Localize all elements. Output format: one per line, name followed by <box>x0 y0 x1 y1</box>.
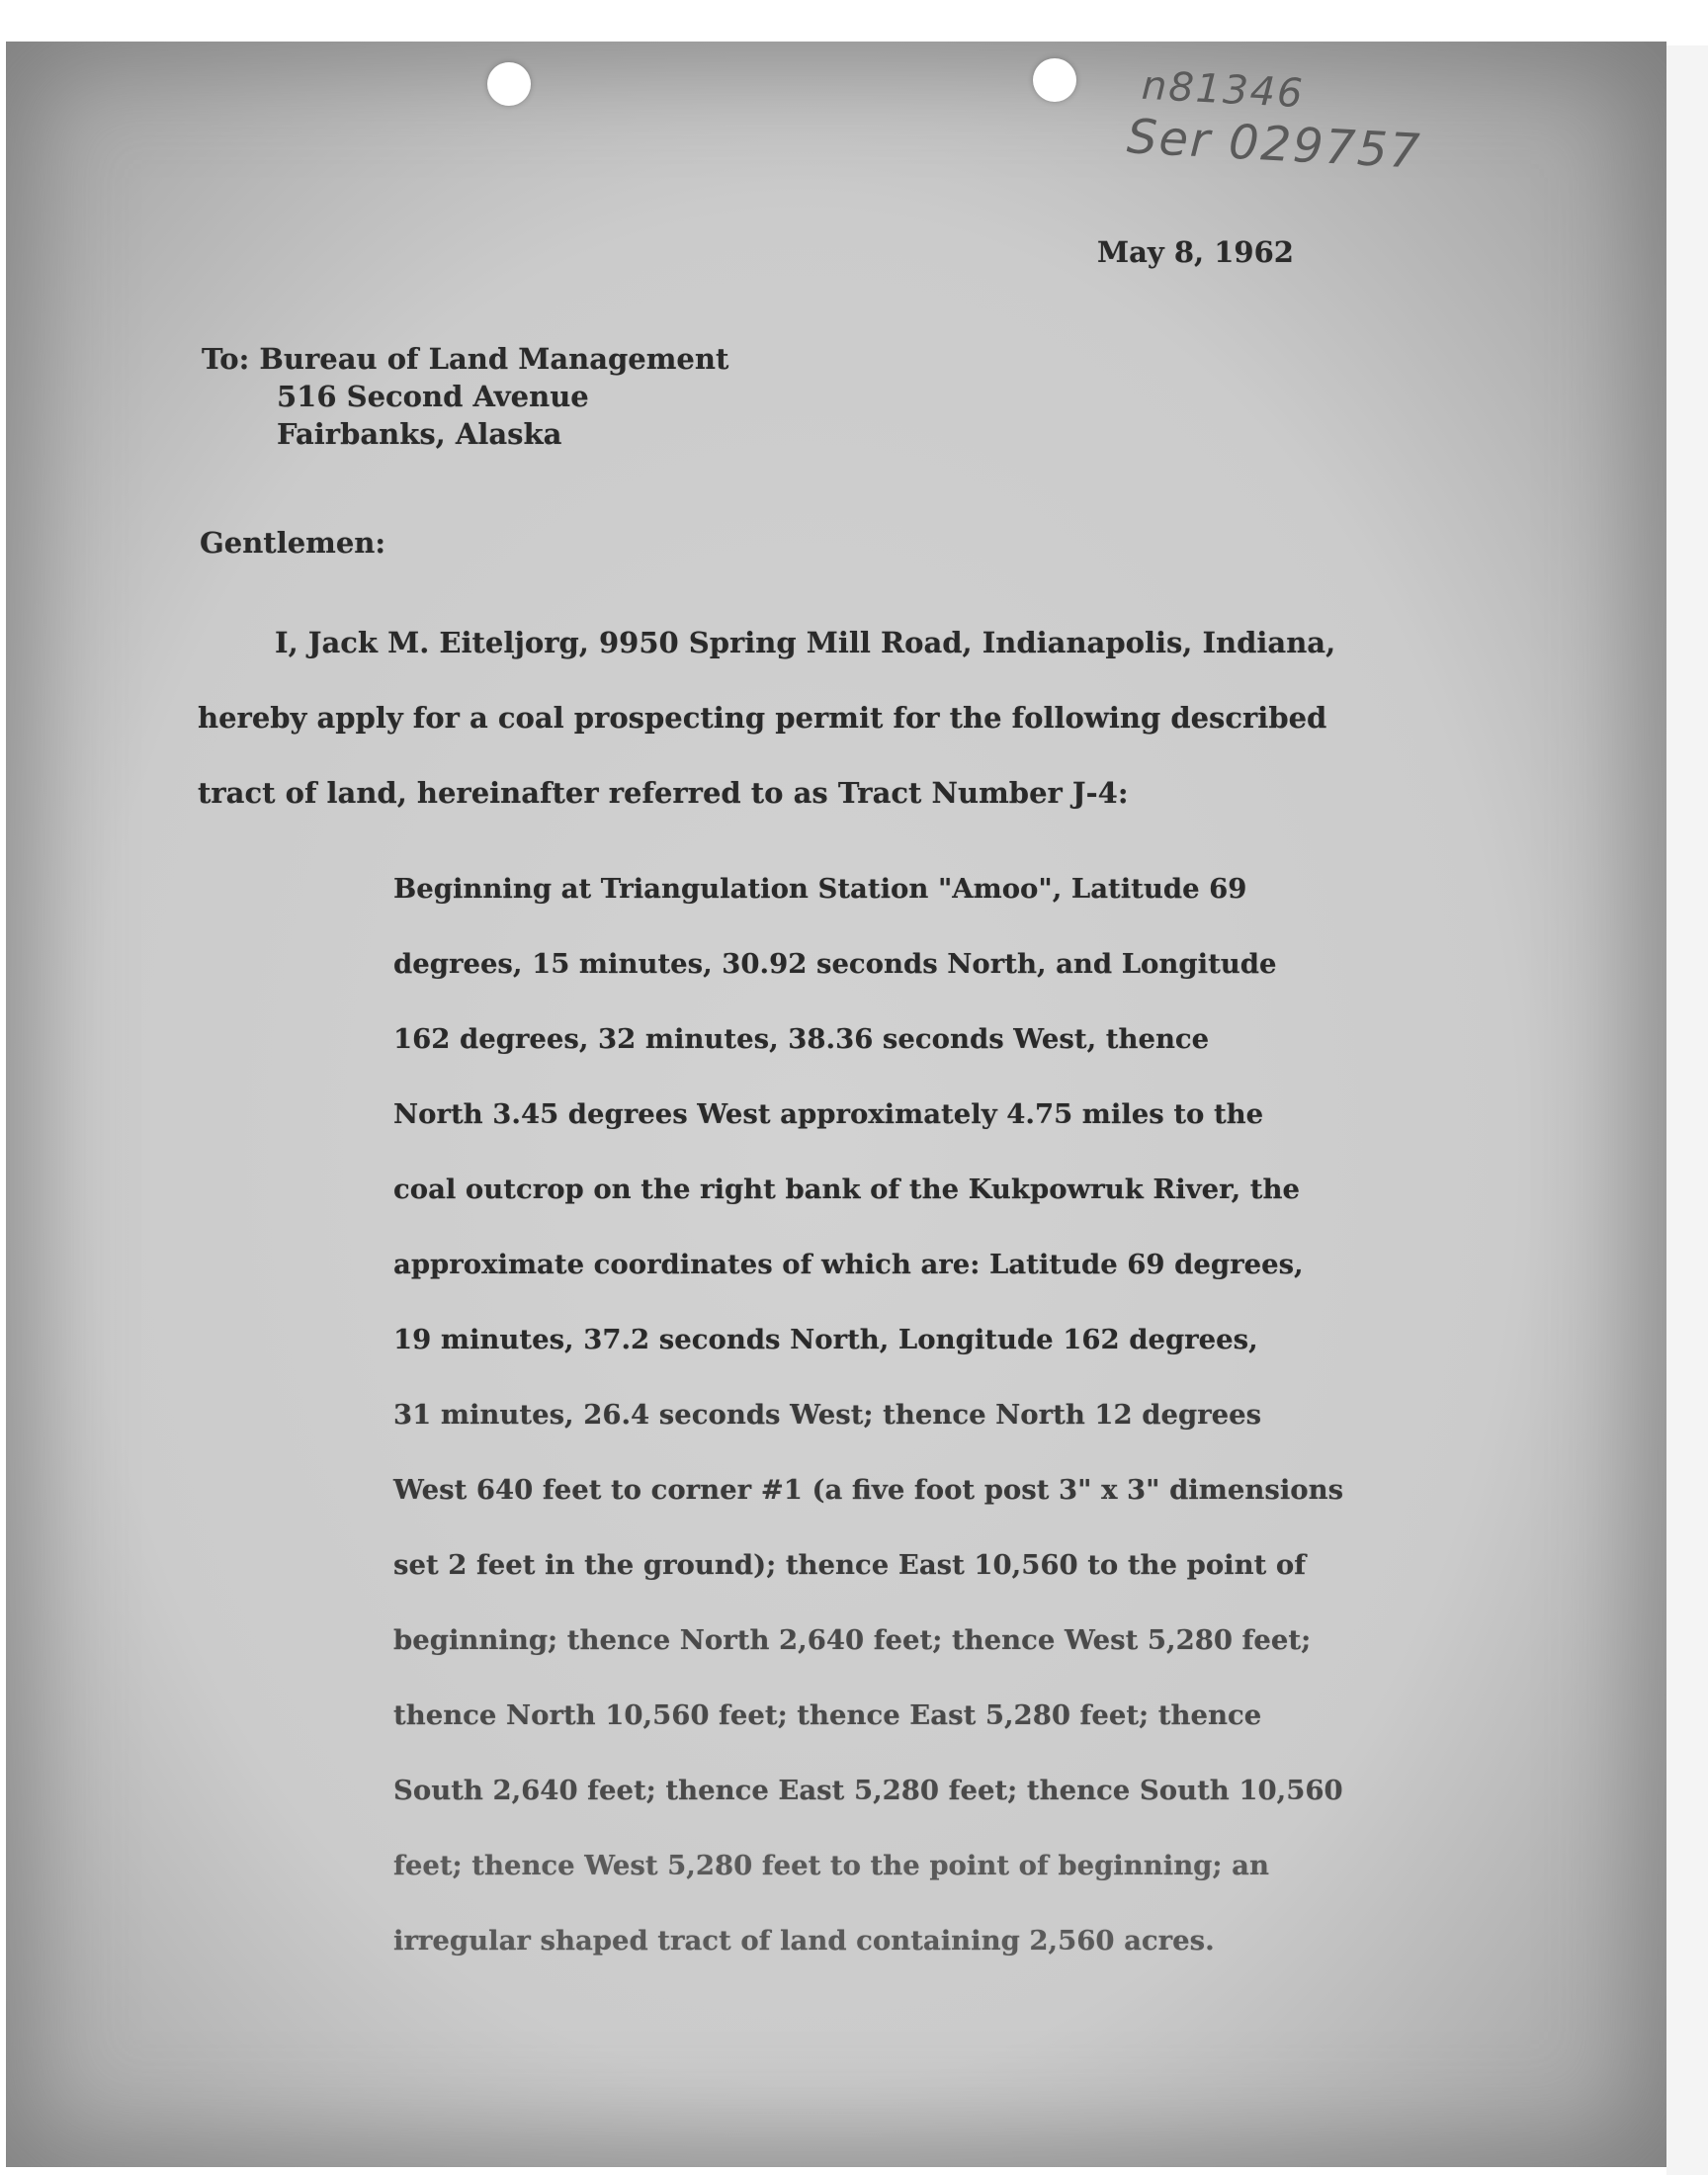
salutation: Gentlemen: <box>200 526 386 560</box>
handwritten-file-number: n81346 <box>1140 62 1306 118</box>
description-line: thence North 10,560 feet; thence East 5,280 feet; thence <box>393 1699 1262 1731</box>
intro-line: hereby apply for a coal prospecting permit for the following described <box>198 701 1327 735</box>
description-line: coal outcrop on the right bank of the Kukpowruk River, the <box>393 1174 1300 1205</box>
address-recipient: To: Bureau of Land Management <box>202 342 729 376</box>
description-line: 19 minutes, 37.2 seconds North, Longitude 162 degrees, <box>393 1324 1258 1355</box>
description-line: set 2 feet in the ground); thence East 10,560 to the point of <box>393 1549 1307 1581</box>
description-line: 162 degrees, 32 minutes, 38.36 seconds West, thence <box>393 1023 1210 1055</box>
letter-date: May 8, 1962 <box>1097 235 1294 269</box>
page-top-edge <box>0 0 1708 45</box>
handwritten-serial-number: Ser 029757 <box>1125 109 1423 180</box>
description-line: 31 minutes, 26.4 seconds West; thence North 12 degrees <box>393 1399 1262 1431</box>
address-street: 516 Second Avenue <box>277 380 589 413</box>
description-line: Beginning at Triangulation Station "Amoo", Latitude 69 <box>393 873 1247 905</box>
description-line: approximate coordinates of which are: Latitude 69 degrees, <box>393 1249 1304 1280</box>
description-line: West 640 feet to corner #1 (a five foot post 3" x 3" dimensions <box>393 1474 1344 1506</box>
address-city: Fairbanks, Alaska <box>277 417 562 451</box>
scan-margin <box>1666 45 1708 2175</box>
punch-hole-left <box>487 62 531 106</box>
intro-line: tract of land, hereinafter referred to as Tract Number J-4: <box>198 776 1129 810</box>
description-line: feet; thence West 5,280 feet to the point of beginning; an <box>393 1850 1269 1881</box>
description-line: irregular shaped tract of land containing 2,560 acres. <box>393 1925 1215 1957</box>
description-line: degrees, 15 minutes, 30.92 seconds North, and Longitude <box>393 948 1277 980</box>
punch-hole-right <box>1033 58 1076 102</box>
description-line: North 3.45 degrees West approximately 4.75 miles to the <box>393 1098 1264 1130</box>
intro-line: I, Jack M. Eiteljorg, 9950 Spring Mill Road, Indianapolis, Indiana, <box>275 626 1336 659</box>
description-line: South 2,640 feet; thence East 5,280 feet; thence South 10,560 <box>393 1775 1343 1806</box>
description-line: beginning; thence North 2,640 feet; thence West 5,280 feet; <box>393 1624 1312 1656</box>
